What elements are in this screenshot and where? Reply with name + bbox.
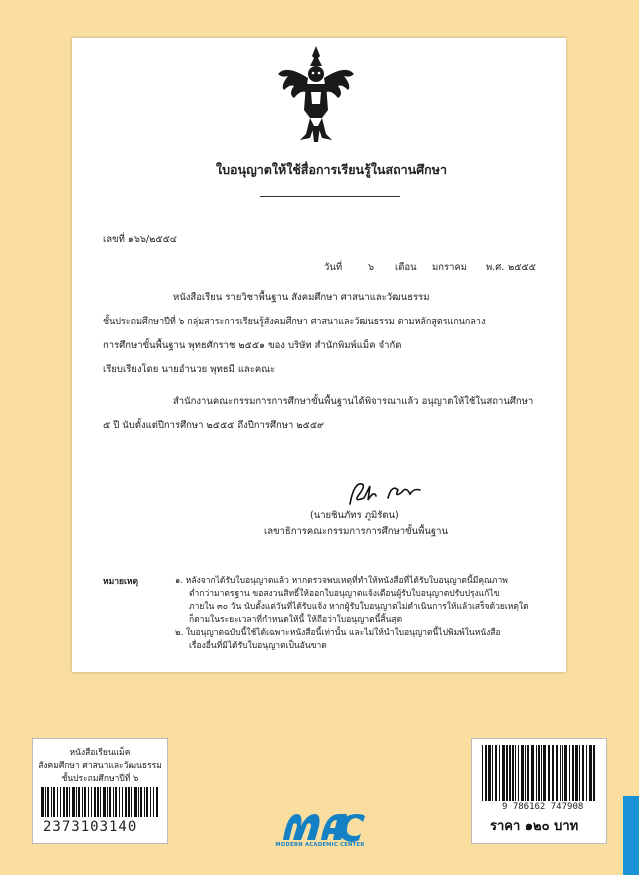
barcode-bar — [569, 745, 570, 801]
barcode-bar — [84, 787, 86, 817]
barcode-bar — [593, 745, 595, 801]
barcode-bar — [502, 745, 505, 801]
barcode-bar — [156, 787, 158, 817]
barcode-bar — [144, 787, 145, 817]
barcode-bar — [88, 787, 89, 817]
barcode-bar — [76, 787, 77, 817]
barcode-bar — [538, 745, 540, 801]
barcode-bar — [107, 787, 108, 817]
barcode-bar — [527, 745, 529, 801]
barcode-bar — [515, 745, 516, 801]
book-label-line: หนังสือเรียนแม็ค — [69, 748, 131, 758]
barcode-bar — [122, 787, 123, 817]
barcode-bar — [47, 787, 49, 817]
date-day-label: วันที่ — [324, 262, 343, 273]
barcode-bar — [536, 745, 537, 801]
barcode-bar — [492, 745, 493, 801]
isbn-barcode — [482, 745, 596, 801]
barcode-bar — [125, 787, 127, 817]
barcode-bar — [91, 787, 92, 817]
letter-title: ใบอนุญาตให้ใช้สื่อการเรียนรู้ในสถานศึกษา — [216, 162, 447, 177]
barcode-bar — [140, 787, 142, 817]
letter-number: เลขที่ ๑๖๖/๒๕๕๔ — [103, 234, 177, 245]
barcode-bar — [113, 787, 114, 817]
barcode-bar — [562, 745, 563, 801]
barcode-bar — [103, 787, 106, 817]
barcode-bar — [586, 745, 587, 801]
barcode-bar — [150, 787, 151, 817]
note-line: ภายใน ๓๐ วัน นับตั้งแต่วันที่ได้รับแจ้ง หากผู้รับใบอนุญาตไม่ดำเนินการให้แล้วเสร็จด้วยเหตุใด — [189, 602, 529, 612]
book-label-line: สังคมศึกษา ศาสนาและวัฒนธรรม — [38, 761, 162, 771]
book-label — [32, 738, 168, 844]
barcode-bar — [97, 787, 99, 817]
barcode-bar — [45, 787, 46, 817]
paragraph1-line: ชั้นประถมศึกษาปีที่ ๖ กลุ่มสาระการเรียนรู้สังคมศึกษา ศาสนาและวัฒนธรรม ตามหลักสูตรแกนกลาง — [103, 317, 486, 327]
barcode-bar — [575, 745, 578, 801]
barcode-bar — [548, 745, 550, 801]
barcode-bar — [63, 787, 65, 817]
book-label-line: ชั้นประถมศึกษาปีที่ ๖ — [61, 774, 139, 784]
barcode-bar — [51, 787, 52, 817]
barcode-bar — [131, 787, 132, 817]
paragraph1-line: หนังสือเรียน รายวิชาพื้นฐาน สังคมศึกษา ศาสนาและวัฒนธรรม — [173, 292, 430, 303]
barcode — [41, 787, 159, 817]
barcode-bar — [153, 787, 154, 817]
barcode-bar — [543, 745, 546, 801]
date-year-label: พ.ศ. — [486, 262, 505, 273]
note-line: ๑. หลังจากได้รับใบอนุญาตแล้ว หากตรวจพบเหตุที่ทำให้หนังสือที่ได้รับใบอนุญาตนี้มีคุณภาพ — [175, 576, 508, 586]
signer-name: (นายชินภัทร ภูมิรัตน) — [310, 510, 399, 521]
barcode-bar — [128, 787, 130, 817]
barcode-bar — [134, 787, 137, 817]
publisher-logo-text: MODERN ACADEMIC CENTER — [275, 842, 365, 848]
paragraph1-line: เรียบเรียงโดย นายอำนวย พุทธมี และคณะ — [103, 364, 276, 375]
barcode-bar — [488, 745, 491, 801]
barcode-bar — [100, 787, 101, 817]
paragraph2-line: สำนักงานคณะกรรมการการศึกษาขั้นพื้นฐานได้พิจารณาแล้ว อนุญาตให้ใช้ในสถานศึกษา — [173, 396, 534, 407]
barcode-bar — [495, 745, 497, 801]
blue-edge-strip — [623, 796, 639, 875]
note-line: ก็ตามในระยะเวลาที่กำหนดให้นี้ ให้ถือว่าใบอนุญาตนี้สิ้นสุด — [189, 615, 403, 625]
barcode-bar — [138, 787, 139, 817]
barcode-bar — [560, 745, 561, 801]
barcode-bar — [146, 787, 148, 817]
barcode-bar — [485, 745, 487, 801]
barcode-bar — [94, 787, 96, 817]
note-line: เรื่องอื่นที่มิได้รับใบอนุญาตเป็นอันขาด — [189, 641, 327, 651]
barcode-number: 2373103140 — [43, 819, 138, 835]
barcode-bar — [499, 745, 500, 801]
barcode-bar — [564, 745, 567, 801]
note-label: หมายเหตุ — [103, 577, 138, 587]
date-month: มกราคม — [432, 262, 468, 273]
barcode-bar — [582, 745, 584, 801]
barcode-bar — [552, 745, 554, 801]
date-day: ๖ — [368, 262, 375, 273]
date-year: ๒๕๕๕ — [508, 262, 536, 273]
price: ราคา ๑๒๐ บาท — [490, 819, 579, 834]
barcode-bar — [115, 787, 117, 817]
barcode-bar — [78, 787, 80, 817]
signer-position: เลขาธิการคณะกรรมการการศึกษาขั้นพื้นฐาน — [264, 526, 448, 537]
paragraph1-line: การศึกษาขั้นพื้นฐาน พุทธศักราช ๒๕๕๑ ของ บริษัท สำนักพิมพ์แม็ค จำกัด — [103, 340, 402, 351]
isbn-number: 9 786162 747908 — [502, 802, 584, 812]
barcode-bar — [531, 745, 534, 801]
note-line: ต่ำกว่ามาตรฐาน ขอสงวนสิทธิ์ให้ออกใบอนุญาตแจ้งเตือนผู้รับใบอนุญาตปรับปรุงแก้ไข — [189, 589, 500, 599]
barcode-bar — [525, 745, 526, 801]
date-month-label: เดือน — [395, 262, 417, 273]
barcode-bar — [57, 787, 58, 817]
paragraph2-line: ๕ ปี นับตั้งแต่ปีการศึกษา ๒๕๕๕ ถึงปีการศึกษา ๒๕๕๙ — [103, 420, 324, 431]
barcode-bar — [41, 787, 44, 817]
barcode-bar — [109, 787, 111, 817]
barcode-bar — [53, 787, 55, 817]
barcode-bar — [66, 787, 68, 817]
barcode-bar — [72, 787, 75, 817]
barcode-bar — [60, 787, 61, 817]
barcode-bar — [572, 745, 574, 801]
barcode-bar — [579, 745, 580, 801]
barcode-bar — [556, 745, 558, 801]
barcode-bar — [482, 745, 483, 801]
barcode-bar — [518, 745, 519, 801]
note-line: ๒. ใบอนุญาตฉบับนี้ใช้ได้เฉพาะหนังสือนี้เท่านั้น และไม่ให้นำใบอนุญาตนี้ไปพิมพ์ในหนังสือ — [175, 628, 501, 638]
title-underline — [260, 196, 400, 197]
barcode-bar — [119, 787, 120, 817]
barcode-bar — [69, 787, 70, 817]
isbn-label — [471, 738, 607, 844]
barcode-bar — [512, 745, 514, 801]
barcode-bar — [506, 745, 508, 801]
barcode-bar — [509, 745, 511, 801]
signature — [340, 476, 430, 508]
barcode-bar — [541, 745, 542, 801]
barcode-bar — [589, 745, 592, 801]
barcode-bar — [521, 745, 524, 801]
barcode-bar — [82, 787, 83, 817]
garuda-emblem-icon — [276, 44, 356, 144]
